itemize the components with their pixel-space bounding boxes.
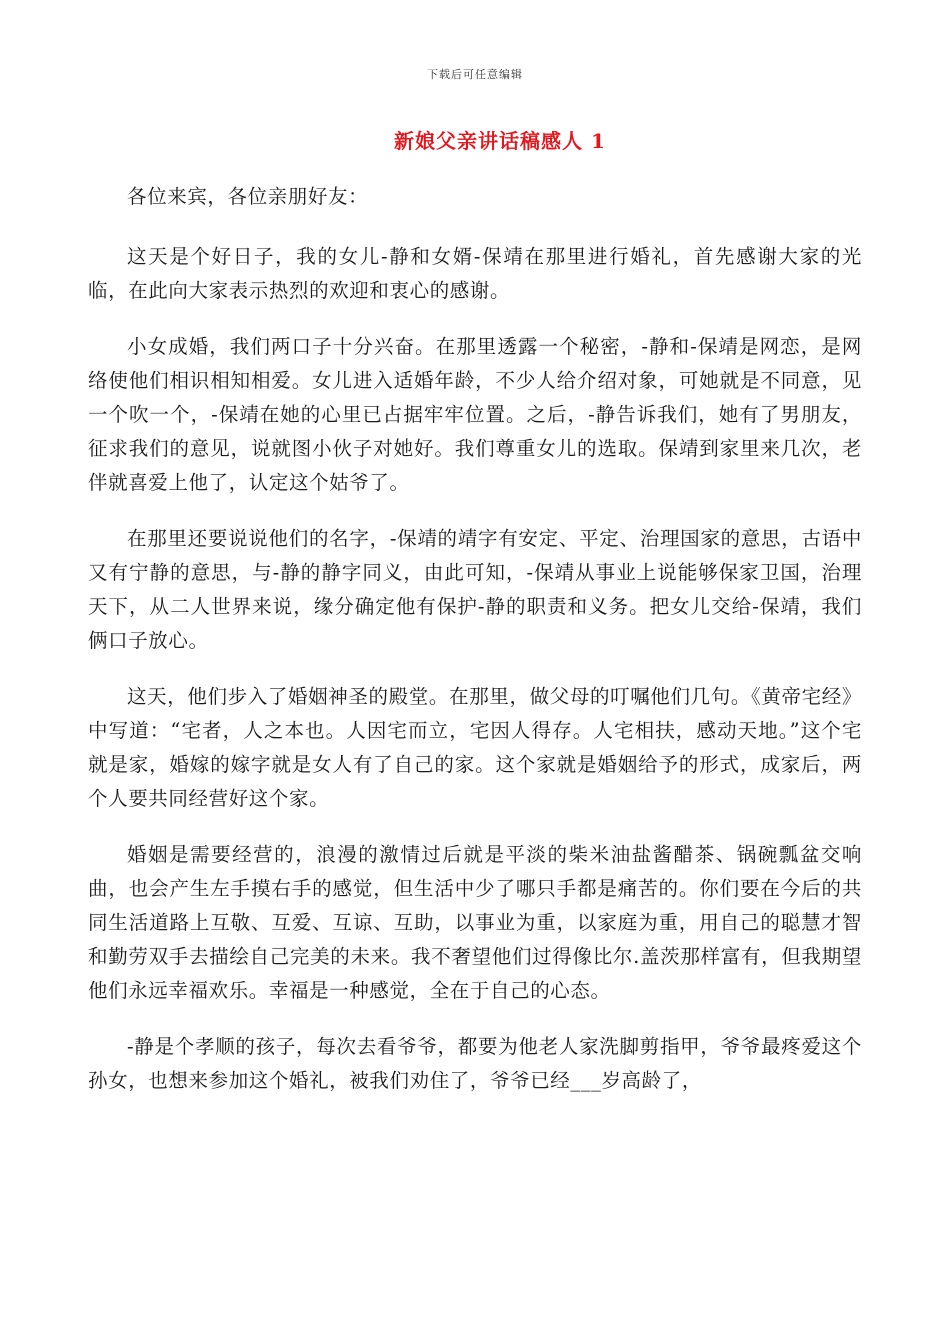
- document-body: [88, 180, 862, 1120]
- header-note: 下载后可任意编辑: [427, 68, 523, 81]
- body-paragraph: 这天是个好日子，我的女儿-静和女婿-保靖在那里进行婚礼，首先感谢大家的光临，在此向大家表示热烈的欢迎和衷心的感谢。: [88, 245, 862, 302]
- salutation-paragraph: 各位来宾，各位亲朋好友：: [127, 185, 369, 208]
- body-paragraph: 这天，他们步入了婚姻神圣的殿堂。在那里，做父母的叮嘱他们几句。《黄帝宅经》中写道：“宅者，人之本也。人因宅而立，宅因人得存。人宅相扶，感动天地。”这个宅就是家，婚嫁的嫁字就是女人有了自己的家。这个家就是婚姻给予的形式，成家后，两个人要共同经营好这个家。: [88, 685, 862, 810]
- body-paragraph: 婚姻是需要经营的，浪漫的激情过后就是平淡的柴米油盐酱醋茶、锅碗瓢盆交响曲，也会产生左手摸右手的感觉，但生活中少了哪只手都是痛苦的。你们要在今后的共同生活道路上互敬、互爱、互谅、互助，以事业为重，以家庭为重，用自己的聪慧才智和勤劳双手去描绘自己完美的未来。我不奢望他们过得像比尔.盖茨那样富有，但我期望他们永远幸福欢乐。幸福是一种感觉，全在于自己的心态。: [88, 843, 862, 1002]
- body-paragraph: 小女成婚，我们两口子十分兴奋。在那里透露一个秘密，-静和-保靖是网恋，是网络使他们相识相知相爱。女儿进入适婚年龄，不少人给介绍对象，可她就是不同意，见一个吹一个，-保靖在她的心里已占据牢牢位置。之后，-静告诉我们，她有了男朋友，征求我们的意见，说就图小伙子对她好。我们尊重女儿的选取。保靖到家里来几次，老伴就喜爱上他了，认定这个姑爷了。: [88, 335, 862, 494]
- body-paragraph: 在那里还要说说他们的名字，-保靖的靖字有安定、平定、治理国家的意思，古语中又有宁静的意思，与-静的静字同义，由此可知，-保靖从事业上说能够保家卫国，治理天下，从二人世界来说，缘分确定他有保护-静的职责和义务。把女儿交给-保靖，我们俩口子放心。: [88, 527, 862, 652]
- body-paragraph: -静是个孝顺的孩子，每次去看爷爷，都要为他老人家洗脚剪指甲，爷爷最疼爱这个孙女，也想来参加这个婚礼，被我们劝住了，爷爷已经___岁高龄了，: [88, 1035, 862, 1092]
- document-title: 新娘父亲讲话稿感人 1: [394, 129, 606, 153]
